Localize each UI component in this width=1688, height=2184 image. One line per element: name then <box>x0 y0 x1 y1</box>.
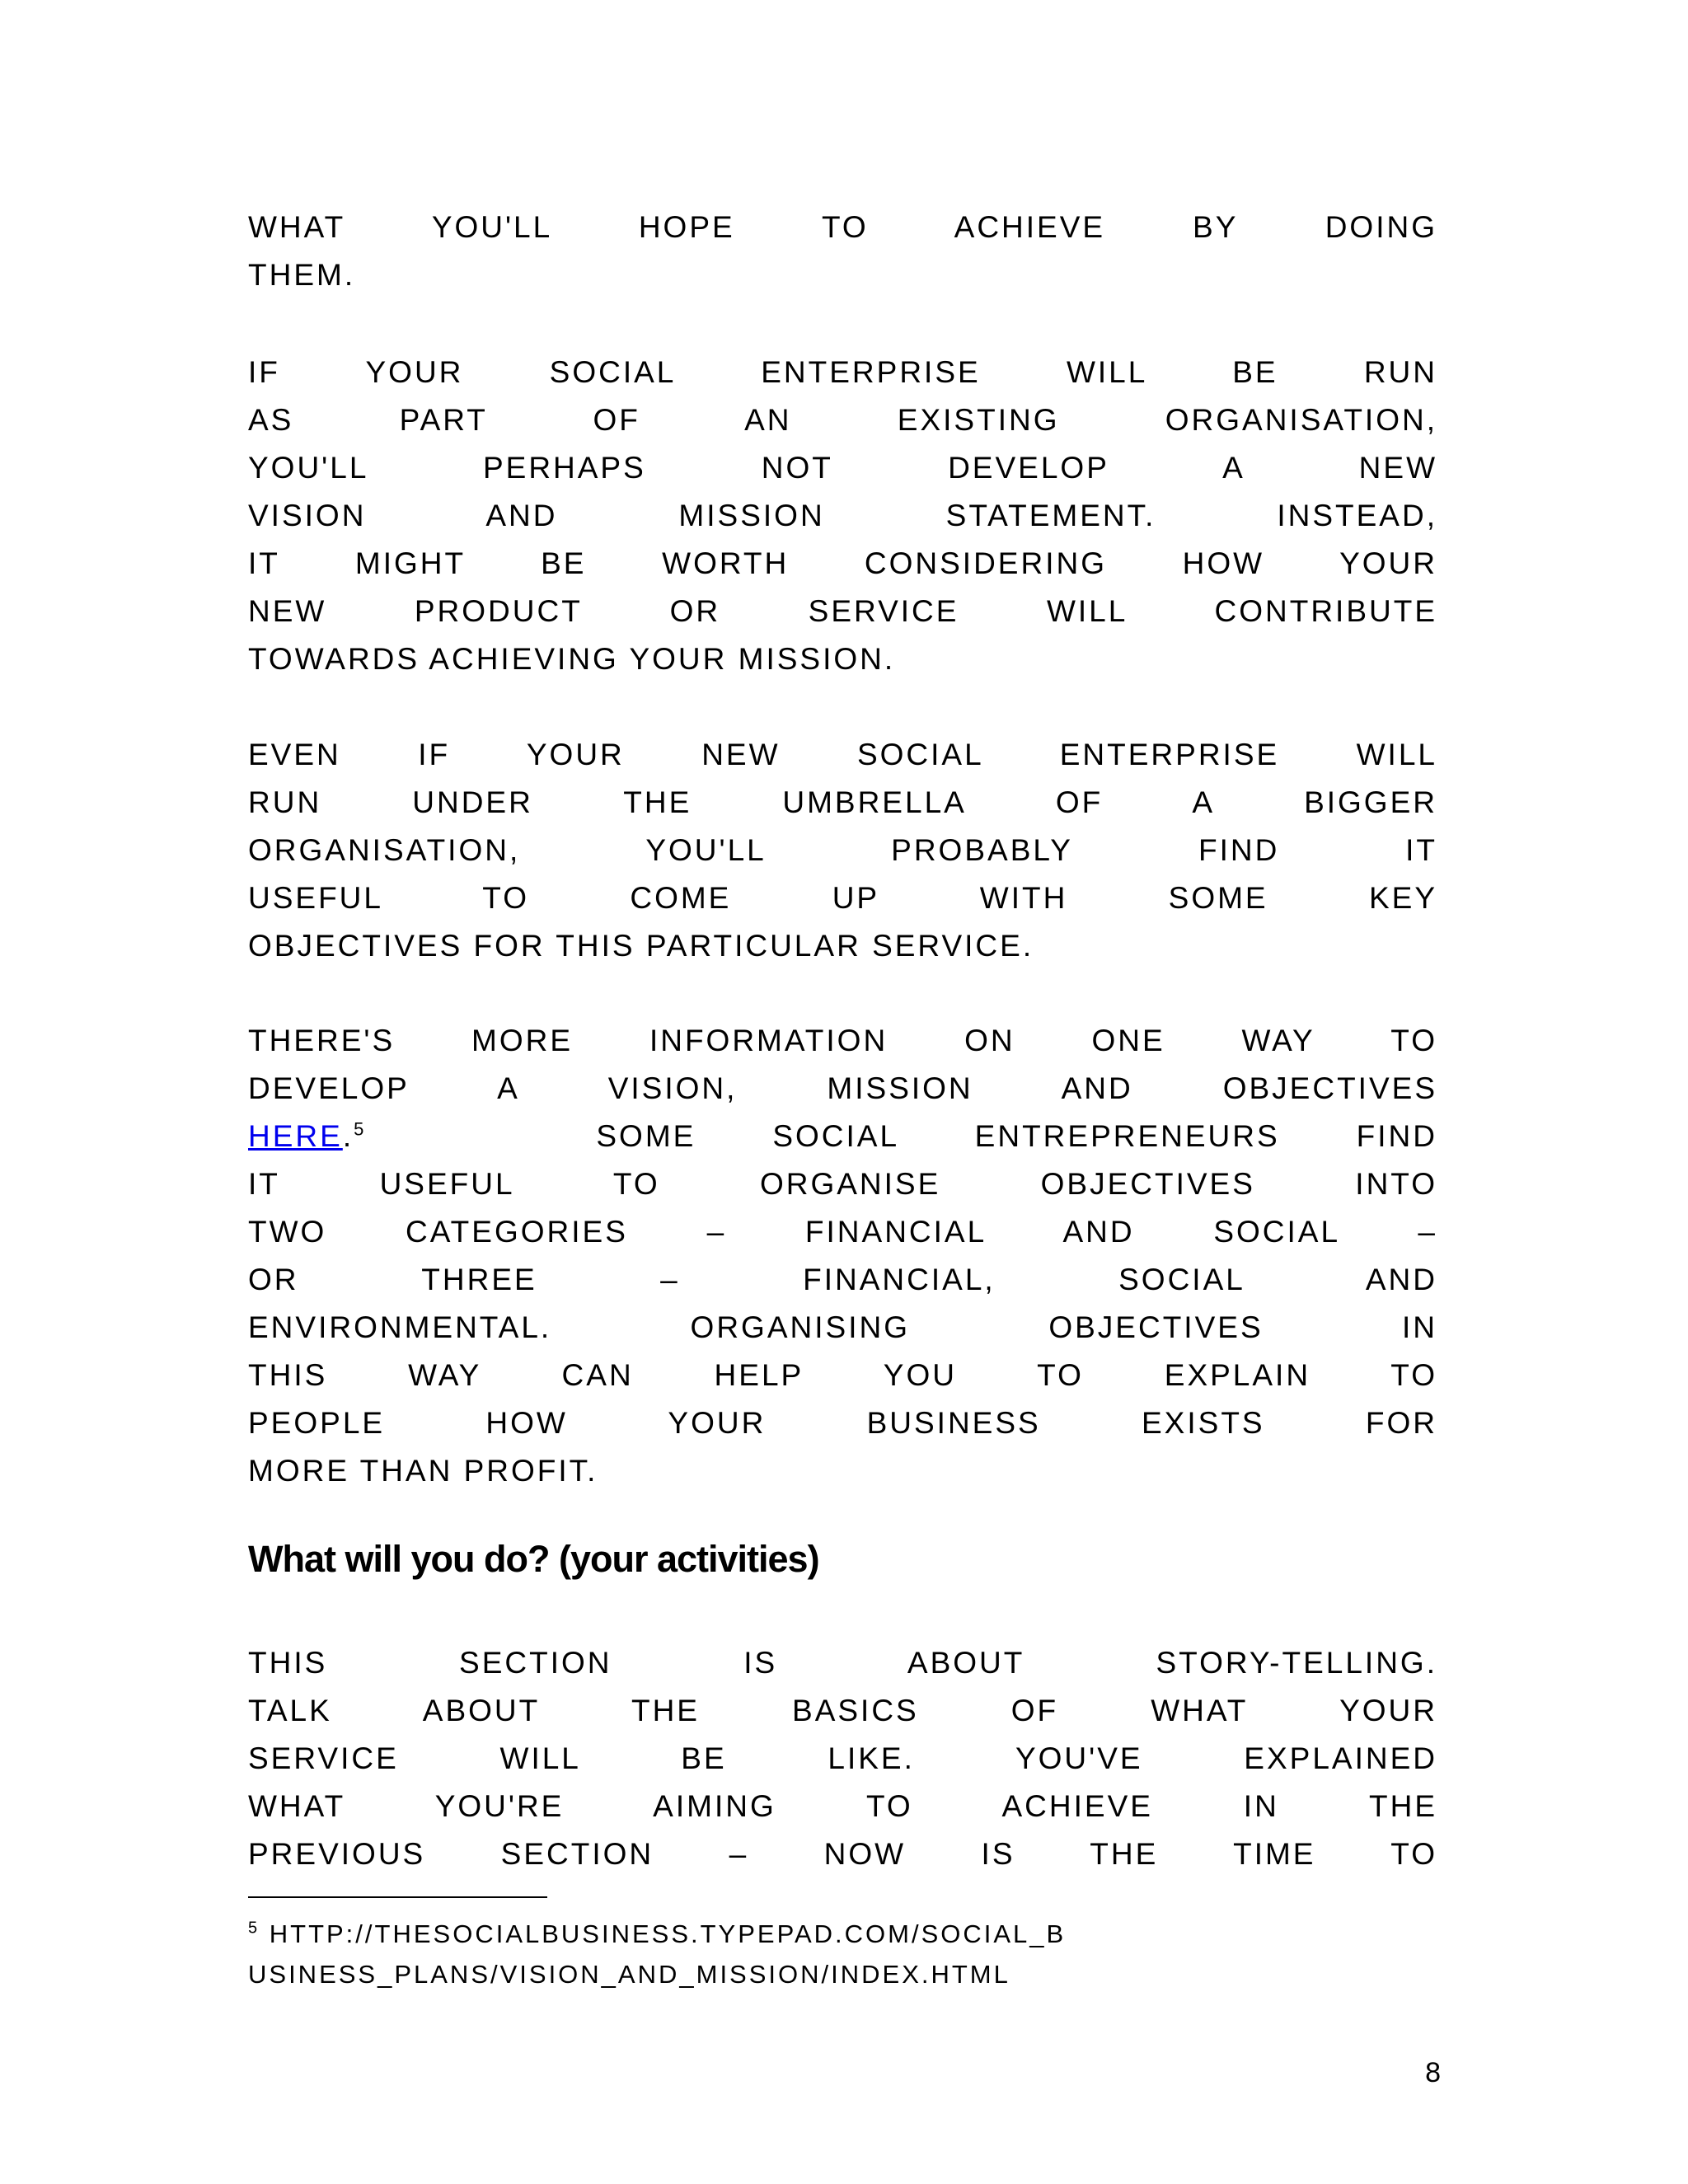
text-line: NEW PRODUCT OR SERVICE WILL CONTRIBUTE <box>248 594 1437 628</box>
text-line: DEVELOP A VISION, MISSION AND OBJECTIVES <box>248 1071 1437 1105</box>
text-line: OR THREE – FINANCIAL, SOCIAL AND <box>248 1263 1437 1296</box>
text-line: THEM. <box>248 258 356 292</box>
section-heading: What will you do? (your activities) <box>248 1538 819 1580</box>
footnote-line: USINESS_PLANS/VISION_AND_MISSION/INDEX.HTML <box>248 1960 1010 1989</box>
footnote-number: 5 <box>248 1919 260 1938</box>
footnote-divider <box>248 1896 547 1898</box>
text-line: THIS SECTION IS ABOUT STORY-TELLING. <box>248 1646 1437 1680</box>
paragraph-5 <box>248 1639 1437 1878</box>
text-line: TOWARDS ACHIEVING YOUR MISSION. <box>248 642 896 676</box>
period: . <box>342 1119 354 1153</box>
text-line-rest: SOME SOCIAL ENTREPRENEURS FIND <box>596 1119 1437 1153</box>
paragraph-2 <box>248 349 1437 683</box>
footnote-line <box>248 1914 1437 1954</box>
paragraph-3 <box>248 731 1437 970</box>
text-line: TALK ABOUT THE BASICS OF WHAT YOUR <box>248 1694 1437 1727</box>
text-line: USEFUL TO COME UP WITH SOME KEY <box>248 881 1437 915</box>
text-line: EVEN IF YOUR NEW SOCIAL ENTERPRISE WILL <box>248 738 1437 771</box>
text-line: THERE'S MORE INFORMATION ON ONE WAY TO <box>248 1024 1437 1057</box>
text-line: IT MIGHT BE WORTH CONSIDERING HOW YOUR <box>248 546 1437 580</box>
paragraph-4 <box>248 1017 1437 1495</box>
text-line: AS PART OF AN EXISTING ORGANISATION, <box>248 403 1437 437</box>
text-line: ORGANISATION, YOU'LL PROBABLY FIND IT <box>248 833 1437 867</box>
text-line: IT USEFUL TO ORGANISE OBJECTIVES INTO <box>248 1167 1437 1201</box>
text-line: ENVIRONMENTAL. ORGANISING OBJECTIVES IN <box>248 1310 1437 1344</box>
text-line: RUN UNDER THE UMBRELLA OF A BIGGER <box>248 785 1437 819</box>
text-line: WHAT YOU'RE AIMING TO ACHIEVE IN THE <box>248 1789 1437 1823</box>
text-line: PREVIOUS SECTION – NOW IS THE TIME TO <box>248 1837 1437 1871</box>
footnote-url-part: HTTP://THESOCIALBUSINESS.TYPEPAD.COM/SOCIAL_B <box>269 1919 1067 1948</box>
text-line: YOU'LL PERHAPS NOT DEVELOP A NEW <box>248 451 1437 485</box>
footnote-ref: 5 <box>354 1118 367 1140</box>
text-line: IF YOUR SOCIAL ENTERPRISE WILL BE RUN <box>248 355 1437 389</box>
text-line: WHAT YOU'LL HOPE TO ACHIEVE BY DOING <box>248 210 1437 244</box>
text-line: SERVICE WILL BE LIKE. YOU'VE EXPLAINED <box>248 1741 1437 1775</box>
footnote <box>248 1914 1437 1994</box>
text-line: MORE THAN PROFIT. <box>248 1454 598 1488</box>
paragraph-1 <box>248 204 1437 299</box>
text-line: VISION AND MISSION STATEMENT. INSTEAD, <box>248 499 1437 532</box>
text-line: TWO CATEGORIES – FINANCIAL AND SOCIAL – <box>248 1215 1437 1249</box>
here-link[interactable]: HERE <box>248 1119 343 1153</box>
text-line: THIS WAY CAN HELP YOU TO EXPLAIN TO <box>248 1358 1437 1392</box>
page-number: 8 <box>1425 2057 1441 2088</box>
text-line: PEOPLE HOW YOUR BUSINESS EXISTS FOR <box>248 1406 1437 1440</box>
text-line <box>248 1113 1437 1160</box>
text-line: OBJECTIVES FOR THIS PARTICULAR SERVICE. <box>248 929 1034 963</box>
